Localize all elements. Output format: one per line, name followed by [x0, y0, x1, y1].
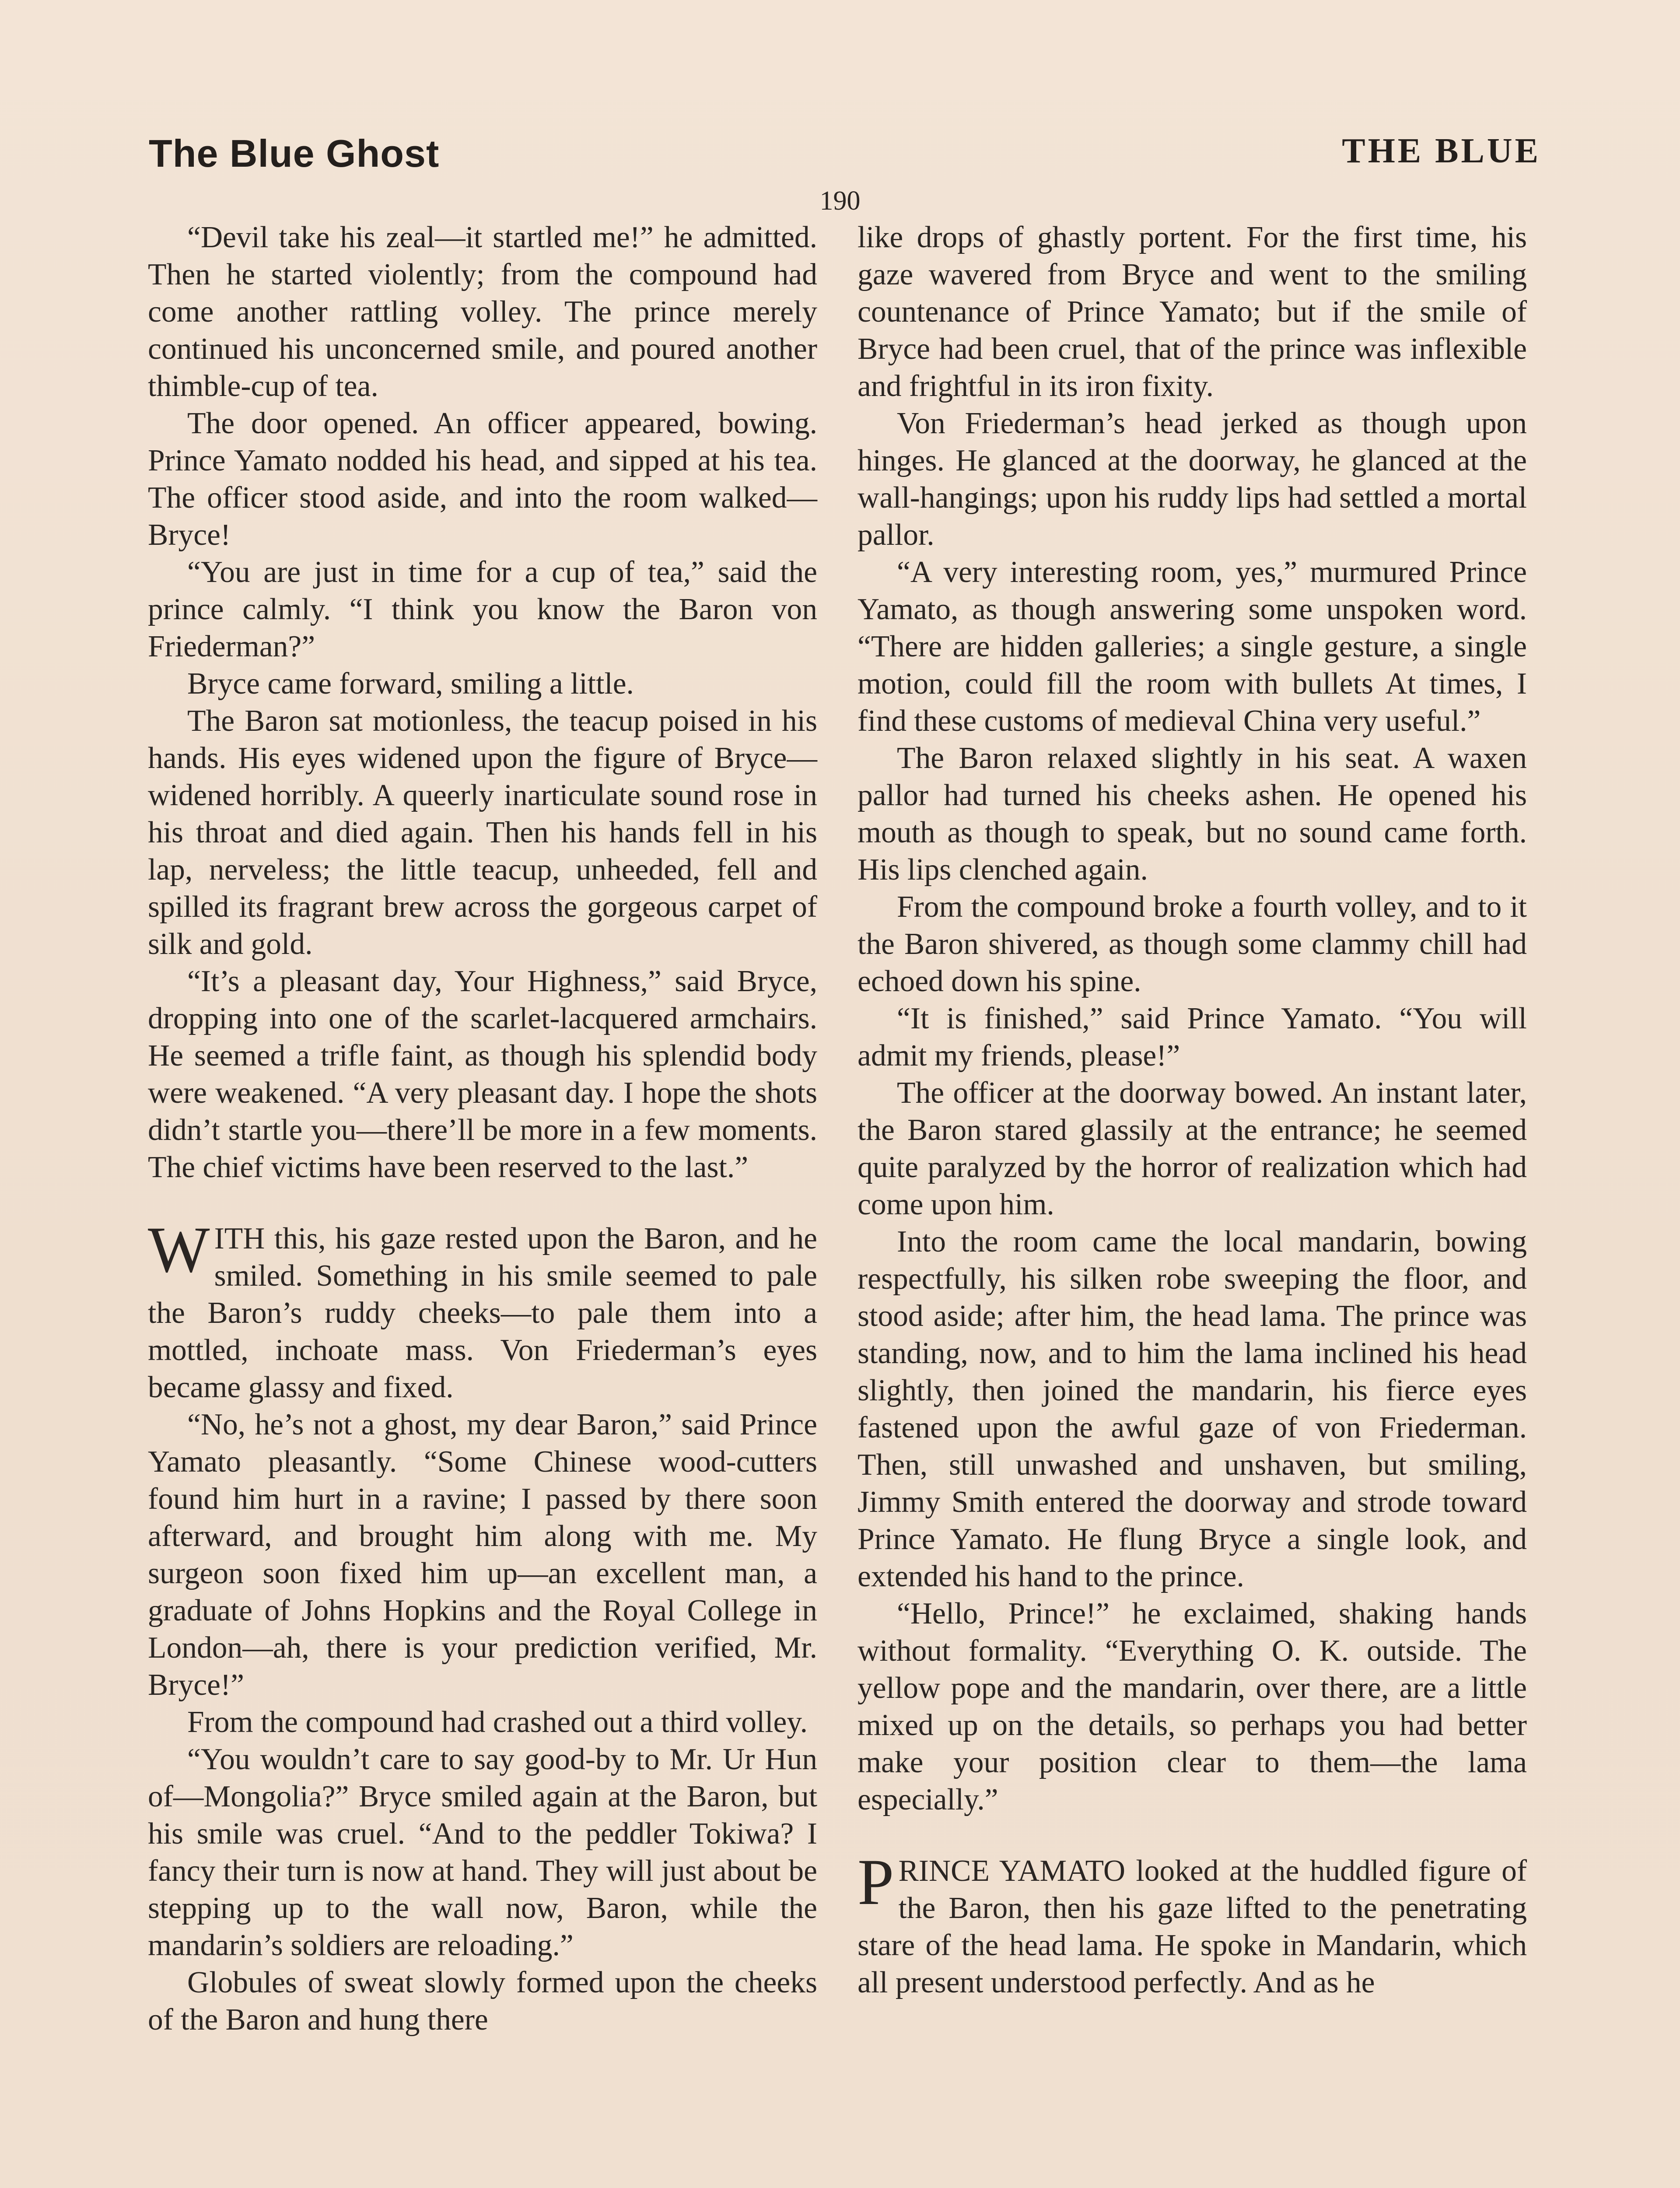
paragraph: Into the room came the local mandarin, bowing respectfully, his silken robe sweeping the floor, and stood aside; after him, the head lama. The prince was standing, now, and to him the lama inclined his head slightly, then joined the mandarin, his fierce eyes fastened upon the awful gaze of von Friederman. Then, still unwashed and unshaven, but smiling, Jimmy Smith entered the doorway and strode toward Prince Yamato. He flung Bryce a single look, and extended his hand to the prince. — [858, 1225, 1527, 1593]
paragraph-text: ITH this, his gaze rested upon the Baron, and he smiled. Something in his smile seemed to pale the Baron’s ruddy cheeks—to pale them into a mottled, inchoate mass. Von Friederman’s eyes became glassy and fixed. — [148, 1222, 817, 1404]
paragraph: “You wouldn’t care to say good-by to Mr. Ur Hun of—Mongolia?” Bryce smiled again at the Baron, but his smile was cruel. “And to the peddler Tokiwa? I fancy their turn is now at hand. They will just about be stepping up to the wall now, Baron, while the mandarin’s soldiers are reloading.” — [148, 1743, 817, 1962]
running-title-right: THE BLUE — [1342, 132, 1541, 170]
paragraph: Bryce came forward, smiling a little. — [187, 667, 634, 701]
text-column-right — [858, 219, 1527, 2001]
paragraph: “It’s a pleasant day, Your Highness,” said Bryce, dropping into one of the scarlet-lacquered armchairs. He seemed a trifle faint, as though his splendid body were weakened. “A very pleasant day. I hope the shots didn’t startle you—there’ll be more in a few moments. The chief victims have been reserved to the last.” — [148, 964, 817, 1184]
section-paragraph — [148, 1213, 817, 1406]
paragraph: “A very interesting room, yes,” murmured Prince Yamato, as though answering some unspoken word. “There are hidden galleries; a single gesture, a single motion, could fill the room with bullets At times, I find these customs of medieval China very useful.” — [858, 555, 1527, 738]
paragraph: From the compound had crashed out a third volley. — [187, 1705, 808, 1739]
section-paragraph — [858, 1846, 1527, 2001]
paragraph-text: RINCE YAMATO looked at the huddled figure of the Baron, then his gaze lifted to the penetrating stare of the head lama. He spoke in Mandarin, which all present understood perfectly. And as he — [858, 1854, 1527, 1999]
paragraph: “No, he’s not a ghost, my dear Baron,” said Prince Yamato pleasantly. “Some Chinese wood-cutters found him hurt in a ravine; I passed by there soon afterward, and brought him along with me. My surgeon soon fixed him up—an excellent man, a graduate of Johns Hopkins and the Royal College in London—ah, there is your prediction verified, Mr. Bryce!” — [148, 1408, 817, 1702]
paragraph: “You are just in time for a cup of tea,” said the prince calmly. “I think you know the Baron von Friederman?” — [148, 555, 817, 663]
paragraph: “Devil take his zeal—it startled me!” he admitted. Then he started violently; from the compound had come another rattling volley. The prince merely continued his unconcerned smile, and poured another thimble-cup of tea. — [148, 221, 817, 403]
page-number: 190 — [819, 186, 861, 216]
paragraph: like drops of ghastly portent. For the first time, his gaze wavered from Bryce and went to the smiling countenance of Prince Yamato; but if the smile of Bryce had been cruel, that of the prince was inflexible and frightful in its iron fixity. — [858, 221, 1527, 403]
paragraph: “Hello, Prince!” he exclaimed, shaking hands without formality. “Everything O. K. outside. The yellow pope and the mandarin, over there, are a little mixed up on the details, so perhaps you had better make your position clear to them—the lama especially.” — [858, 1597, 1527, 1816]
paragraph: Von Friederman’s head jerked as though upon hinges. He glanced at the doorway, he glanced at the wall-hangings; upon his ruddy lips had settled a mortal pallor. — [858, 407, 1527, 552]
paragraph: The Baron relaxed slightly in his seat. A waxen pallor had turned his cheeks ashen. He opened his mouth as though to speak, but no sound came forth. His lips clenched again. — [858, 741, 1527, 887]
paragraph: Globules of sweat slowly formed upon the cheeks of the Baron and hung there — [148, 1966, 817, 2037]
running-title-left: The Blue Ghost — [149, 132, 440, 175]
text-column-left — [148, 219, 817, 2038]
paragraph: The officer at the doorway bowed. An instant later, the Baron stared glassily at the entrance; he seemed quite paralyzed by the horror of realization which had come upon him. — [858, 1076, 1527, 1221]
drop-cap: W — [148, 1213, 210, 1286]
paragraph: “It is finished,” said Prince Yamato. “You will admit my friends, please!” — [858, 1002, 1527, 1073]
drop-cap: P — [858, 1846, 894, 1918]
paragraph: The Baron sat motionless, the teacup poised in his hands. His eyes widened upon the figure of Bryce—widened horribly. A queerly inarticulate sound rose in his throat and died again. Then his hands fell in his lap, nerveless; the little teacup, unheeded, fell and spilled its fragrant brew across the gorgeous carpet of silk and gold. — [148, 704, 817, 961]
paragraph: From the compound broke a fourth volley, and to it the Baron shivered, as though some clammy chill had echoed down his spine. — [858, 890, 1527, 998]
paragraph: The door opened. An officer appeared, bowing. Prince Yamato nodded his head, and sipped at his tea. The officer stood aside, and into the room walked—Bryce! — [148, 407, 817, 552]
